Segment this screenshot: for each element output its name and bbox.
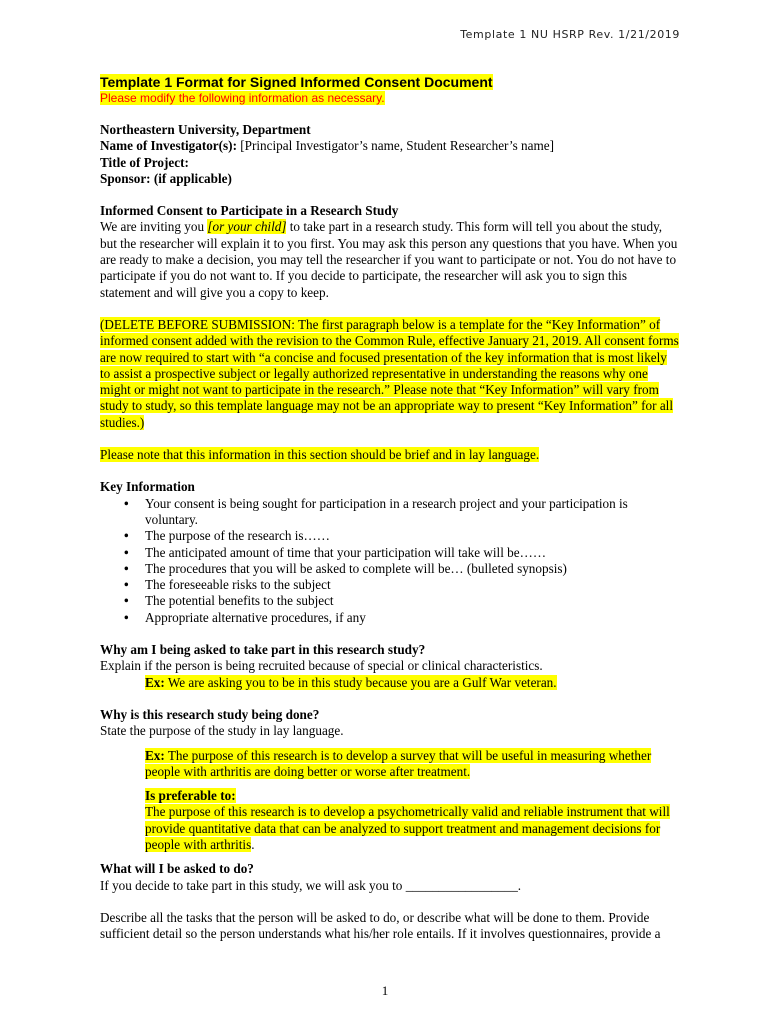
preferable-text	[145, 804, 680, 853]
asked-to-do-heading	[100, 861, 680, 877]
why-asked-example	[145, 675, 680, 691]
list-item: • The potential benefits to the subject	[124, 593, 680, 609]
title-text: Template 1 Format for Signed Informed Consent Document	[100, 74, 493, 90]
project-label: Title of Project:	[100, 154, 189, 170]
consent-heading	[100, 203, 680, 219]
why-asked-heading-text: Why am I being asked to take part in this research study?	[100, 642, 426, 658]
key-info-heading-text: Key Information	[100, 479, 195, 495]
university-line	[100, 122, 680, 138]
brief-note	[100, 447, 680, 463]
list-item: • The foreseeable risks to the subject	[124, 577, 680, 593]
page-header: Template 1 NU HSRP Rev. 1/21/2019	[460, 28, 680, 41]
delete-note-text: (DELETE BEFORE SUBMISSION: The first paragraph below is a template for the “Key Information” of informed consent added with the revision to the Common Rule, effective January 21, 2019. All consent forms are now required to start with “a concise and focused presentation of the key information that is most likely to assist a prospective subject or legally authorized representative in understanding the reasons why one might or might not want to participate in the research.” Please note that “Key Information” will vary from study to study, so this template language may not be an appropriate way to present “Key Information” for all studies.)	[100, 316, 679, 430]
investigator-line	[100, 138, 680, 154]
describe-tasks-text: Describe all the tasks that the person will be asked to do, or describe what will be done to them. Provide sufficient detail so the person understands what his/her role entails. If it involves questionnaires, provide a	[100, 909, 661, 942]
why-asked-heading	[100, 642, 680, 658]
university-text: Northeastern University, Department	[100, 122, 311, 137]
why-done-text: State the purpose of the study in lay language.	[100, 723, 344, 739]
consent-paragraph	[100, 219, 680, 300]
example-text: The purpose of this research is to develop a survey that will be useful in measuring whether people with arthritis are doing better or worse after treatment.	[145, 747, 652, 779]
investigator-value: [Principal Investigator’s name, Student Researcher’s name]	[236, 138, 554, 154]
why-done-heading	[100, 707, 680, 723]
subtitle-text: Please modify the following information as necessary.	[100, 91, 385, 105]
sponsor-line	[100, 171, 680, 187]
why-asked-text: Explain if the person is being recruited because of special or clinical characteristics.	[100, 658, 543, 674]
preferable-text-body: The purpose of this research is to develop a psychometrically valid and reliable instrument that will provide quantitative data that can be analyzed to support treatment and management decisions for people with arthritis	[145, 804, 670, 852]
list-item: • Your consent is being sought for participation in a research project and your participation is voluntary.	[124, 496, 680, 529]
example-label: Ex:	[145, 674, 165, 690]
list-item: • The purpose of the research is……	[124, 528, 680, 544]
why-done-example	[145, 748, 680, 781]
consent-heading-text: Informed Consent to Participate in a Research Study	[100, 203, 399, 219]
key-info-list	[100, 496, 680, 626]
key-info-heading	[100, 479, 680, 495]
example-text: We are asking you to be in this study because you are a Gulf War veteran.	[164, 674, 557, 690]
list-item: • The anticipated amount of time that your participation will take will be……	[124, 545, 680, 561]
list-item: • The procedures that you will be asked to complete will be… (bulleted synopsis)	[124, 561, 680, 577]
consent-text-child: [or your child]	[207, 219, 287, 235]
project-line	[100, 155, 680, 171]
list-item: • Appropriate alternative procedures, if any	[124, 610, 680, 626]
consent-text-pre: We are inviting you	[100, 219, 208, 235]
document-title	[100, 74, 680, 91]
preferable-text-end: .	[251, 836, 255, 852]
document-body	[100, 74, 680, 942]
consent-text-post: to take part in a research study. This form will tell you about the study, but the researcher will explain it to you first. You may ask this person any questions that you have. When you are ready to make a decision, you may tell the researcher if you want to participate or not. You do not have to participate if you do not want to. If you decide to participate, the researcher will ask you to sign this statement and will give you a copy to keep.	[100, 219, 678, 300]
investigator-label: Name of Investigator(s):	[100, 138, 237, 154]
asked-to-do-text: If you decide to take part in this study, we will ask you to _________________.	[100, 877, 522, 893]
preferable-label-text: Is preferable to:	[145, 788, 236, 804]
sponsor-label: Sponsor: (if applicable)	[100, 170, 232, 186]
preferable-label	[145, 788, 680, 804]
document-subtitle	[100, 91, 680, 106]
brief-note-text: Please note that this information in this section should be brief and in lay language.	[100, 447, 540, 463]
why-done-heading-text: Why is this research study being done?	[100, 706, 320, 722]
asked-to-do-heading-text: What will I be asked to do?	[100, 861, 254, 877]
delete-note	[100, 317, 680, 431]
page-number: 1	[381, 983, 389, 998]
example-label: Ex:	[145, 747, 165, 763]
